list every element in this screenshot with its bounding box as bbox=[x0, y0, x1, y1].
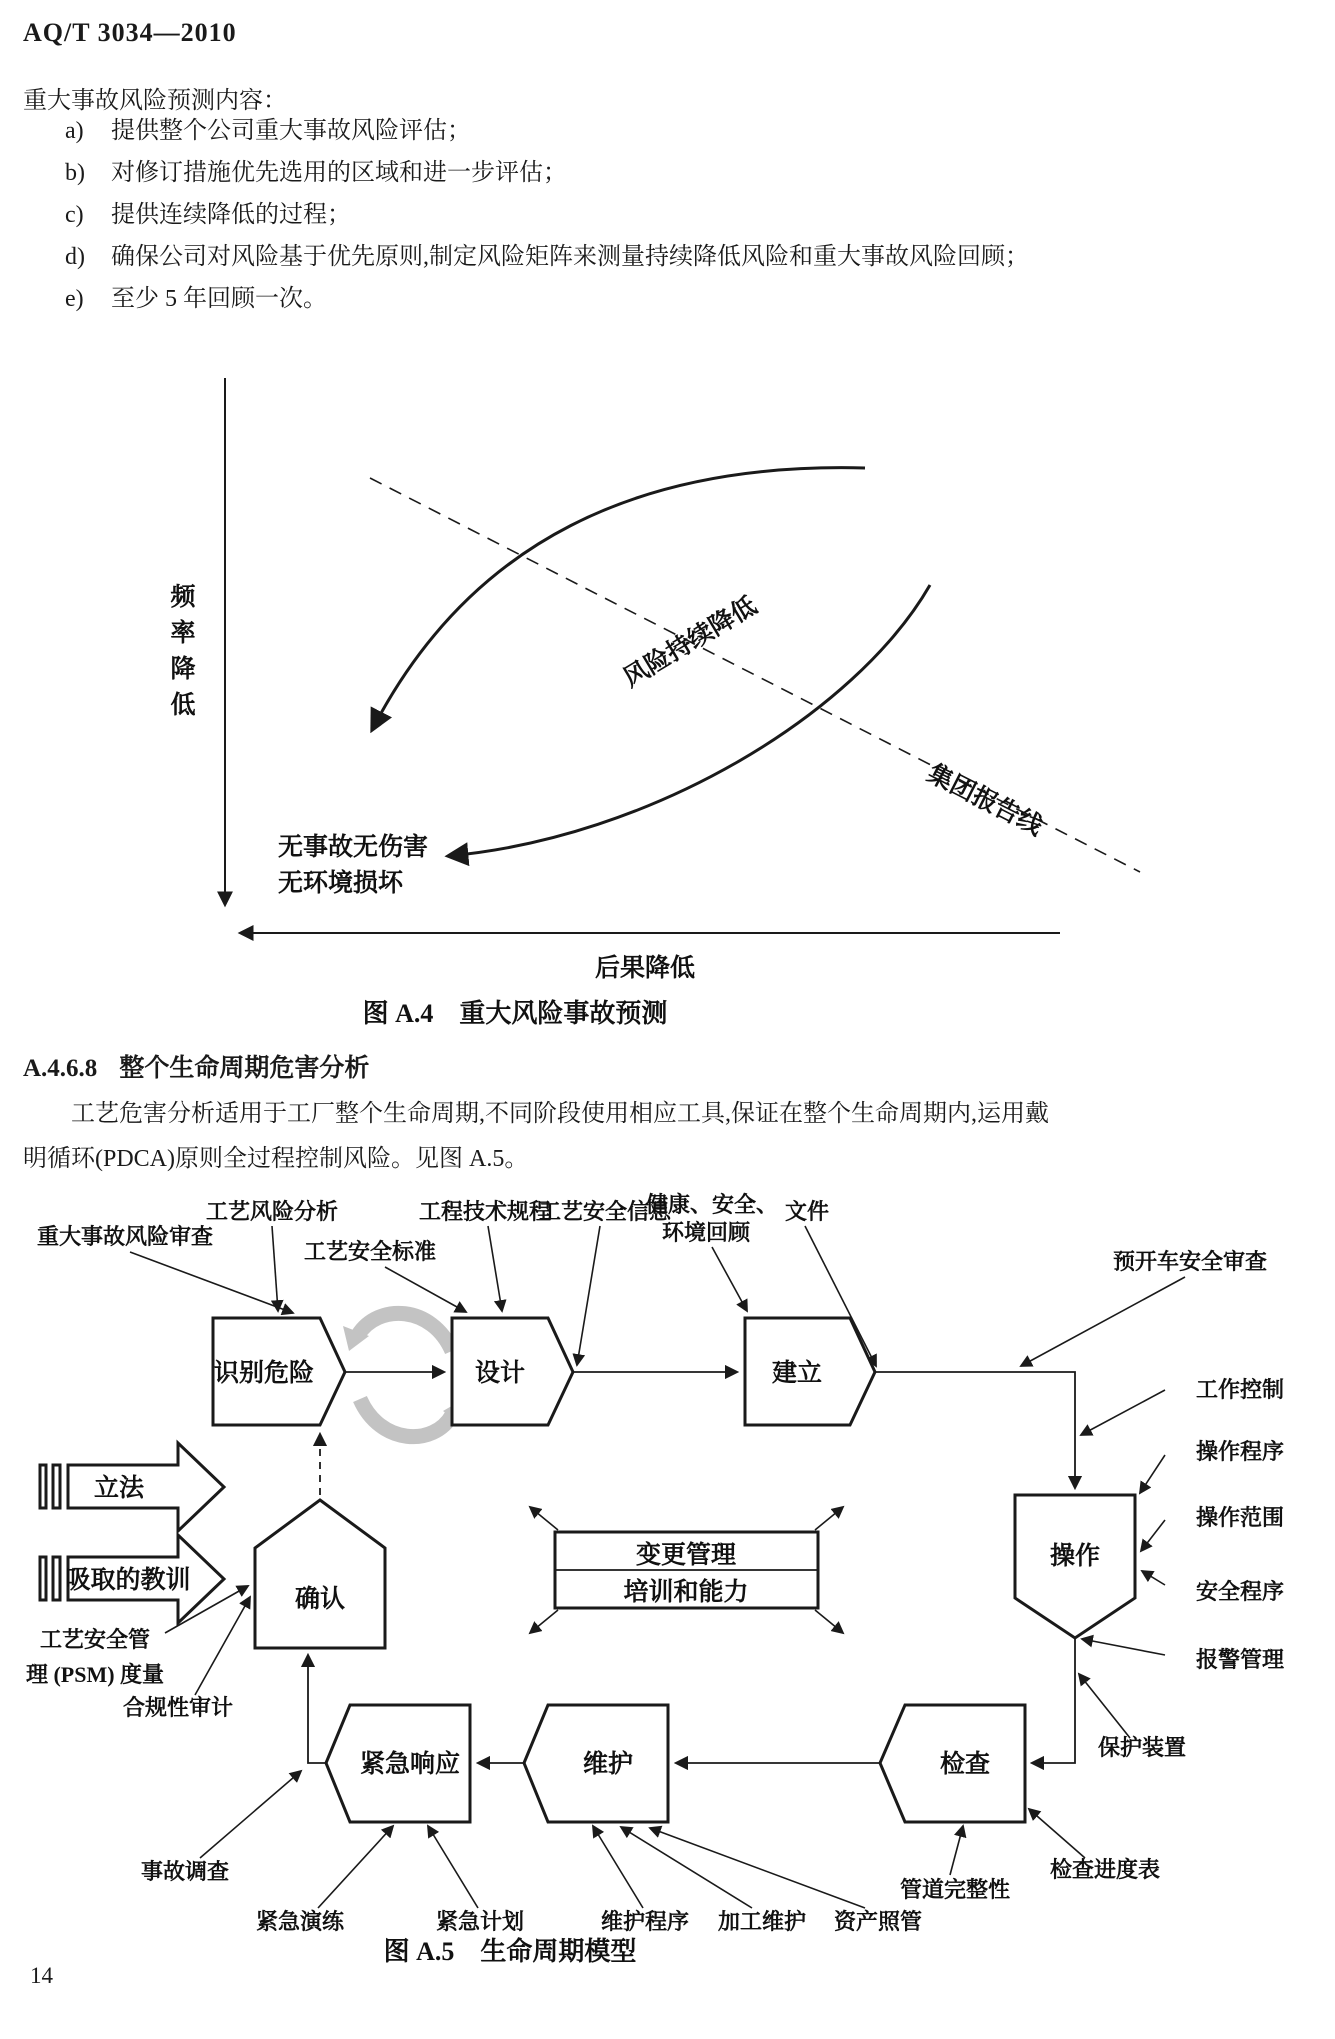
node-label-inspect: 检查 bbox=[939, 1751, 991, 1778]
paragraph-line: 明循环(PDCA)原则全过程控制风险。见图 A.5。 bbox=[23, 1146, 529, 1172]
label-emergency-drill: 紧急演练 bbox=[255, 1909, 345, 1934]
label-major-accident-review: 重大事故风险审查 bbox=[36, 1224, 214, 1249]
list-item-text: 确保公司对风险基于优先原则,制定风险矩阵来测量持续降低风险和重大事故风险回顾； bbox=[111, 244, 1029, 270]
node-confirm bbox=[255, 1500, 385, 1648]
x-axis-label: 后果降低 bbox=[594, 955, 696, 982]
arrow-process-safety-info bbox=[577, 1226, 600, 1365]
label-operating-scope: 操作范围 bbox=[1195, 1505, 1285, 1530]
page-number: 14 bbox=[30, 1963, 53, 1988]
standard-number-header: AQ/T 3034—2010 bbox=[23, 18, 237, 47]
item-list bbox=[65, 116, 1315, 326]
arrow-hse-review bbox=[712, 1247, 747, 1311]
label-compliance-audit: 合规性审计 bbox=[122, 1695, 234, 1720]
label-pipeline-integrity: 管道完整性 bbox=[899, 1877, 1011, 1902]
label-psm-measure-line2: 理 (PSM) 度量 bbox=[25, 1662, 165, 1687]
node-label-operate: 操作 bbox=[1049, 1543, 1101, 1570]
list-item-text: 提供连续降低的过程； bbox=[111, 202, 351, 228]
node-label-identify: 识别危险 bbox=[213, 1360, 315, 1387]
arrow-operating-scope bbox=[1141, 1520, 1165, 1551]
moc-arrow-top-left bbox=[530, 1507, 558, 1530]
arrow-process-maintenance bbox=[621, 1827, 752, 1908]
label-process-safety-std: 工艺安全标准 bbox=[303, 1239, 437, 1264]
list-item bbox=[65, 242, 1315, 272]
moc-arrow-bottom-right bbox=[815, 1610, 843, 1633]
curve-label: 风险持续降低 bbox=[619, 592, 762, 693]
label-work-control: 工作控制 bbox=[1195, 1377, 1285, 1402]
arrow-emergency-plan bbox=[428, 1826, 478, 1908]
no-accident-label-line1: 无事故无伤害 bbox=[278, 834, 429, 861]
label-inspection-schedule: 检查进度表 bbox=[1049, 1857, 1161, 1882]
label-psm-measure-line1: 工艺安全管 bbox=[39, 1627, 151, 1652]
list-item bbox=[65, 158, 1315, 188]
y-axis-label-char: 频 bbox=[170, 584, 196, 611]
list-item-text: 提供整个公司重大事故风险评估； bbox=[111, 118, 471, 144]
moc-arrow-bottom-left bbox=[530, 1610, 558, 1633]
node-label-maintain: 维护 bbox=[582, 1751, 634, 1778]
section-number: A.4.6.8 bbox=[23, 1055, 98, 1082]
label-incident-investigation: 事故调查 bbox=[140, 1859, 230, 1884]
node-label-emergency: 紧急响应 bbox=[359, 1751, 461, 1778]
label-hse-review-line2: 环境回顾 bbox=[661, 1220, 751, 1245]
list-item bbox=[65, 116, 1315, 146]
arrow-emergency-drill bbox=[318, 1826, 393, 1908]
list-item-marker: a) bbox=[65, 118, 84, 144]
training-label: 培训和能力 bbox=[623, 1579, 749, 1606]
label-process-maintenance: 加工维护 bbox=[717, 1909, 807, 1934]
y-axis-label-char: 率 bbox=[170, 620, 196, 647]
node-label-establish: 建立 bbox=[771, 1360, 823, 1387]
label-pre-startup-review: 预开车安全审查 bbox=[1112, 1249, 1268, 1274]
label-process-risk-analysis: 工艺风险分析 bbox=[205, 1199, 339, 1224]
list-item-marker: e) bbox=[65, 286, 84, 312]
flow-emergency-to-confirm bbox=[308, 1655, 326, 1763]
label-asset-care: 资产照管 bbox=[833, 1909, 923, 1934]
label-safety-procedure: 安全程序 bbox=[1195, 1579, 1285, 1604]
paragraph-line: 工艺危害分析适用于工厂整个生命周期,不同阶段使用相应工具,保证在整个生命周期内,运用戴 bbox=[71, 1101, 1049, 1127]
flow-operate-to-inspect bbox=[1032, 1638, 1075, 1763]
label-hse-review-line1: 健康、安全、 bbox=[645, 1192, 779, 1217]
cycle-arrow-lower bbox=[360, 1399, 452, 1437]
label-maintenance-procedure: 维护程序 bbox=[600, 1909, 690, 1934]
legislation-tail-bar bbox=[53, 1465, 60, 1508]
lessons-label: 吸取的教训 bbox=[65, 1567, 191, 1594]
arrow-eng-tech-regulation bbox=[488, 1226, 502, 1311]
legislation-label: 立法 bbox=[93, 1475, 145, 1502]
label-emergency-plan: 紧急计划 bbox=[435, 1909, 525, 1934]
risk-reduction-curve-lower bbox=[448, 585, 930, 856]
section-title: 整个生命周期危害分析 bbox=[119, 1055, 370, 1082]
label-process-safety-info: 工艺安全信息 bbox=[538, 1199, 672, 1224]
node-label-confirm: 确认 bbox=[294, 1586, 346, 1613]
arrow-alarm-management bbox=[1082, 1639, 1165, 1655]
arrow-process-safety-std bbox=[385, 1267, 466, 1312]
arrow-maintenance-procedure bbox=[593, 1826, 643, 1908]
cycle-arrow-upper bbox=[358, 1313, 452, 1351]
section-heading bbox=[23, 1048, 369, 1084]
arrow-asset-care bbox=[650, 1828, 865, 1908]
label-operating-procedure: 操作程序 bbox=[1195, 1439, 1285, 1464]
list-item-marker: d) bbox=[65, 244, 85, 270]
arrow-pipeline-integrity bbox=[950, 1826, 963, 1875]
risk-reduction-curve-upper bbox=[372, 468, 865, 730]
moc-arrow-top-right bbox=[815, 1507, 843, 1530]
no-accident-label-line2: 无环境损坏 bbox=[278, 870, 404, 897]
list-item-marker: c) bbox=[65, 202, 84, 228]
arrow-process-risk-analysis bbox=[272, 1226, 278, 1311]
arrow-inspection-schedule bbox=[1029, 1809, 1085, 1858]
y-axis-label-char: 降 bbox=[170, 656, 196, 683]
list-item-text: 对修订措施优先选用的区域和进一步评估； bbox=[111, 160, 567, 186]
arrow-incident-investigation bbox=[200, 1771, 301, 1858]
lessons-tail-bar bbox=[53, 1557, 60, 1600]
list-item-text: 至少 5 年回顾一次。 bbox=[111, 286, 327, 312]
list-item bbox=[65, 284, 1315, 314]
list-item-marker: b) bbox=[65, 160, 85, 186]
node-label-design: 设计 bbox=[474, 1360, 526, 1387]
y-axis-label-char: 低 bbox=[170, 692, 196, 719]
legislation-tail-bar bbox=[40, 1465, 46, 1508]
moc-label: 变更管理 bbox=[635, 1542, 737, 1569]
arrow-pre-startup-review bbox=[1021, 1277, 1185, 1366]
arrow-protective-device bbox=[1079, 1674, 1130, 1738]
arrow-work-control bbox=[1081, 1390, 1165, 1435]
dashed-line-label: 集团报告线 bbox=[922, 760, 1047, 841]
label-eng-tech-regulation: 工程技术规程 bbox=[418, 1199, 552, 1224]
figure-a4-risk-prediction-chart bbox=[0, 360, 1335, 1040]
figure-a5-caption: 图 A.5 生命周期模型 bbox=[383, 1937, 637, 1966]
lessons-tail-bar bbox=[40, 1557, 46, 1600]
arrow-major-accident-review bbox=[130, 1252, 293, 1313]
figure-a5-lifecycle-diagram bbox=[0, 1185, 1335, 1985]
list-item bbox=[65, 200, 1315, 230]
arrow-operating-procedure bbox=[1140, 1455, 1165, 1493]
body-paragraph bbox=[23, 1092, 1318, 1182]
legislation-block-arrow bbox=[68, 1443, 224, 1531]
arrow-safety-procedure bbox=[1142, 1571, 1165, 1585]
label-alarm-management: 报警管理 bbox=[1195, 1647, 1285, 1672]
label-protective-device: 保护装置 bbox=[1097, 1735, 1187, 1760]
figure-a4-caption: 图 A.4 重大风险事故预测 bbox=[362, 999, 668, 1028]
label-document: 文件 bbox=[784, 1199, 830, 1224]
intro-paragraph: 重大事故风险预测内容： bbox=[23, 88, 287, 114]
flow-establish-to-operate bbox=[875, 1372, 1075, 1488]
